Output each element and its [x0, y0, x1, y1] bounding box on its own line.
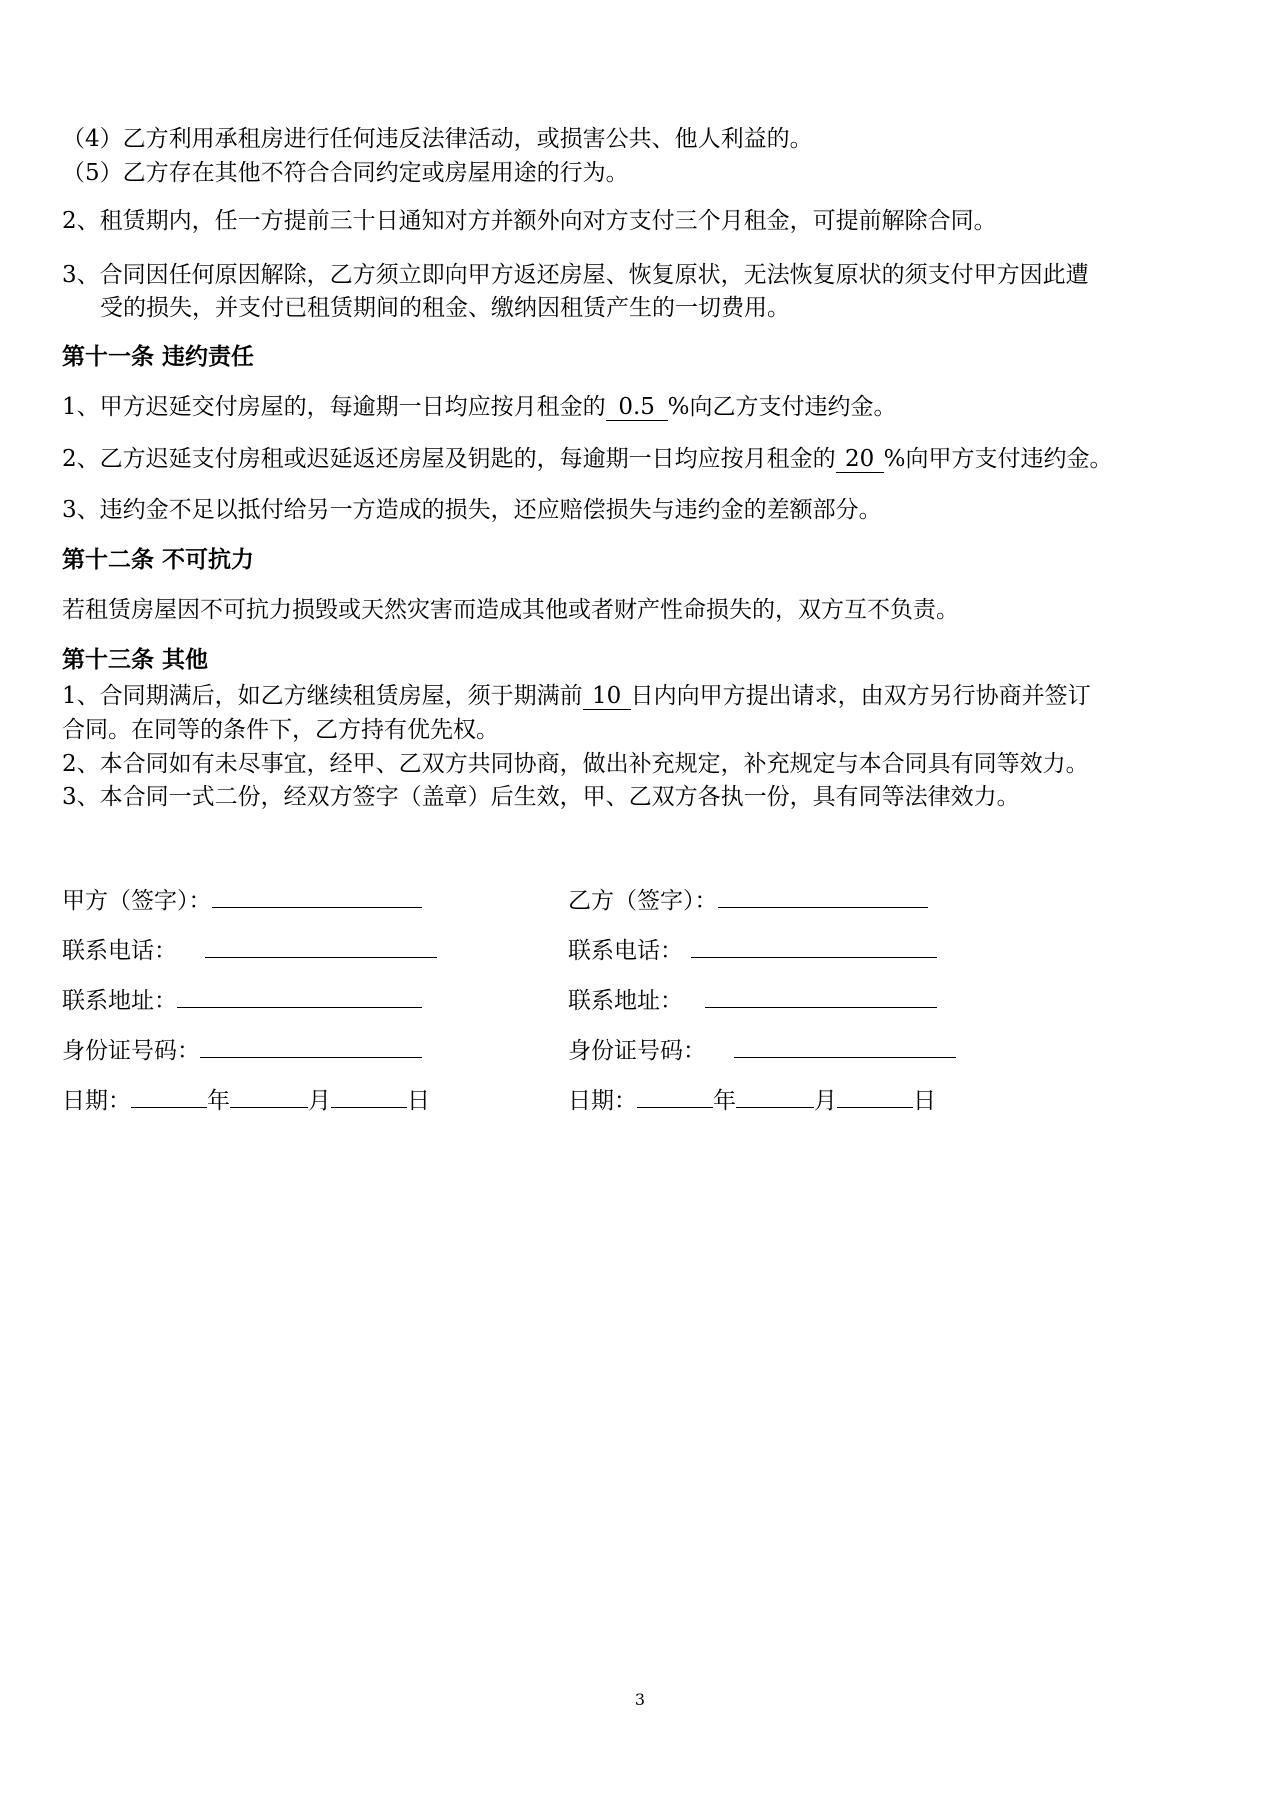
party-b-month-label: 月 — [814, 1088, 837, 1114]
party-a-address-row — [62, 985, 422, 1016]
clause-breach-1-pre: 1、甲方迟延交付房屋的，每逾期一日均应按月租金的 — [62, 394, 606, 420]
clause-other-1-post: 日内向甲方提出请求，由双方另行协商并签订 — [630, 683, 1091, 709]
party-b-id-row — [568, 1035, 956, 1066]
party-a-day-label: 日 — [407, 1088, 430, 1114]
clause-force-majeure: 若租赁房屋因不可抗力损毁或天然灾害而造成其他或者财产性命损失的，双方互不负责。 — [62, 597, 959, 623]
party-a-phone-field[interactable] — [205, 935, 437, 958]
party-b-address-label: 联系地址： — [568, 988, 683, 1014]
party-a-address-field[interactable] — [177, 985, 422, 1008]
party-b-phone-field[interactable] — [691, 935, 937, 958]
clause-termination-3-cont: 受的损失，并支付已租赁期间的租金、缴纳因租赁产生的一切费用。 — [100, 295, 790, 321]
party-a-phone-label: 联系电话： — [62, 938, 177, 964]
heading-article-12: 第十二条 不可抗力 — [62, 547, 255, 573]
clause-item-5: （5）乙方存在其他不符合合同约定或房屋用途的行为。 — [62, 160, 629, 186]
party-a-date-row — [62, 1085, 430, 1116]
page-number: 3 — [634, 1690, 646, 1709]
clause-termination-3: 3、合同因任何原因解除，乙方须立即向甲方返还房屋、恢复原状，无法恢复原状的须支付甲方因此遭 — [62, 262, 1089, 288]
clause-other-1 — [62, 681, 1091, 711]
party-b-address-field[interactable] — [705, 985, 937, 1008]
party-a-sign-label: 甲方（签字）： — [62, 888, 212, 914]
party-a-sign-row — [62, 885, 422, 916]
party-a-address-label: 联系地址： — [62, 988, 177, 1014]
clause-item-4: （4）乙方利用承租房进行任何违反法律活动，或损害公共、他人利益的。 — [62, 126, 813, 152]
party-b-phone-label: 联系电话： — [568, 938, 683, 964]
party-a-sign-field[interactable] — [212, 885, 422, 908]
party-b-sign-field[interactable] — [718, 885, 928, 908]
clause-breach-1 — [62, 392, 897, 422]
clause-breach-1-post: %向乙方支付违约金。 — [667, 394, 897, 420]
party-a-month-label: 月 — [308, 1088, 331, 1114]
party-b-id-field[interactable] — [734, 1035, 956, 1058]
clause-other-1-pre: 1、合同期满后，如乙方继续租赁房屋，须于期满前 — [62, 683, 583, 709]
party-b-date-row — [568, 1085, 936, 1116]
party-a-id-row — [62, 1035, 422, 1066]
party-a-month-field[interactable] — [230, 1085, 308, 1108]
party-a-date-label: 日期： — [62, 1088, 131, 1114]
party-a-year-label: 年 — [207, 1088, 230, 1114]
party-a-year-field[interactable] — [131, 1085, 207, 1108]
party-b-sign-row — [568, 885, 928, 916]
clause-termination-2: 2、租赁期内，任一方提前三十日通知对方并额外向对方支付三个月租金，可提前解除合同。 — [62, 208, 997, 234]
party-a-phone-row — [62, 935, 437, 966]
clause-breach-2 — [62, 444, 1113, 474]
party-b-id-label: 身份证号码： — [568, 1038, 706, 1064]
party-a-day-field[interactable] — [331, 1085, 407, 1108]
clause-other-2: 2、本合同如有未尽事宜，经甲、乙双方共同协商，做出补充规定，补充规定与本合同具有同等效力。 — [62, 751, 1089, 777]
penalty-rate-a: 0.5 — [606, 394, 668, 421]
heading-article-11: 第十一条 违约责任 — [62, 344, 255, 370]
party-b-day-field[interactable] — [837, 1085, 913, 1108]
party-b-sign-label: 乙方（签字）： — [568, 888, 718, 914]
party-a-id-field[interactable] — [200, 1035, 422, 1058]
party-b-date-label: 日期： — [568, 1088, 637, 1114]
clause-other-3: 3、本合同一式二份，经双方签字（盖章）后生效，甲、乙双方各执一份，具有同等法律效力。 — [62, 784, 1020, 810]
party-a-id-label: 身份证号码： — [62, 1038, 200, 1064]
heading-article-13: 第十三条 其他 — [62, 647, 209, 673]
clause-breach-3: 3、违约金不足以抵付给另一方造成的损失，还应赔偿损失与违约金的差额部分。 — [62, 497, 882, 523]
penalty-rate-b: 20 — [836, 446, 884, 473]
clause-breach-2-pre: 2、乙方迟延支付房租或迟延返还房屋及钥匙的，每逾期一日均应按月租金的 — [62, 446, 836, 472]
party-b-day-label: 日 — [913, 1088, 936, 1114]
party-b-address-row — [568, 985, 937, 1016]
party-b-year-field[interactable] — [637, 1085, 713, 1108]
notice-days: 10 — [583, 683, 631, 710]
party-b-month-field[interactable] — [736, 1085, 814, 1108]
clause-breach-2-post: %向甲方支付违约金。 — [883, 446, 1113, 472]
party-b-phone-row — [568, 935, 937, 966]
party-b-year-label: 年 — [713, 1088, 736, 1114]
clause-other-1-cont: 合同。在同等的条件下，乙方持有优先权。 — [62, 717, 499, 743]
